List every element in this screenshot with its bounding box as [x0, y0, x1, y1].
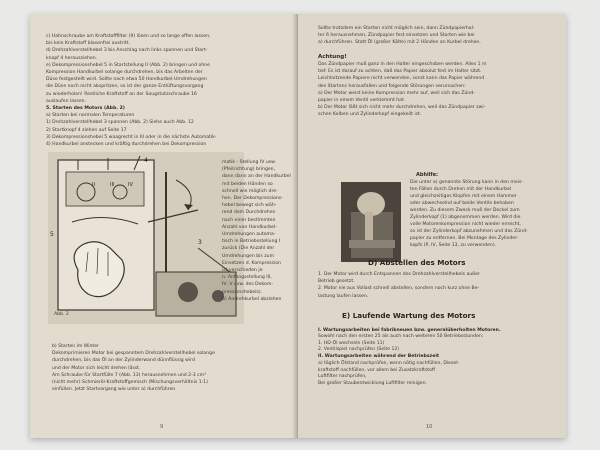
text-line: n. Anfangsstellung III, [222, 275, 272, 281]
text-line: papier zu entfernen. Bei Montage des Zylinder- [410, 236, 519, 241]
text-line: Dekomprimieren Motor bei gespanntem Drehzahlverstellhebel solange [52, 351, 215, 357]
text-line: 2. Ventilspiel nachprüfen (Seite 12) [318, 347, 400, 353]
text-line: Das Zündpapier muß ganz in den Halter eingeschoben werden. Alles 1 m [318, 62, 487, 67]
text-line: Die unter a) genannte Störung kann in den meis- [410, 180, 524, 185]
text-line: a) Der Motor weist keine Kompression mehr auf, weil sich das Zünd- [318, 90, 475, 96]
section-d-heading: D) Abstellen des Motors [368, 258, 466, 267]
text-line: dann dann an der Handkurbel [222, 174, 291, 180]
text-line: IV, V usw. des Dekom- [222, 282, 273, 288]
text-line: b) Starten im Winter [52, 344, 99, 349]
text-line: Umdrehungen automa- [222, 232, 276, 237]
text-line: einfüllen. Jetzt Startvorgang wie unter a) durchführen. [52, 387, 177, 393]
text-line: mit beiden Händen so [222, 181, 273, 187]
text-line: bis kein Kraftstoff blasenfrei austritt. [46, 41, 130, 47]
text-line: Einsetzen d. Kompression [222, 260, 281, 266]
text-line: oder abwechselnd auf beide Ventile behoben [410, 201, 514, 206]
text-line: tief. Es ist darauf zu achten, daß das Papier absolut fest im Halter sitzt. [318, 69, 482, 75]
svg-text:4: 4 [144, 157, 148, 164]
page-number-left: 9 [160, 424, 164, 430]
text-line: Anzahl von Handkurbel- [222, 224, 277, 230]
sub2-heading: II. Wartungsarbeiten während der Betriebszeit [318, 354, 440, 359]
text-line: hebel bewegt sich wäh- [222, 203, 277, 209]
text-line: Luftfilter nachprüfen, [318, 374, 367, 380]
text-line: kraftstoff nachfüllen, vor allem bei Zusatzkraftstoff [318, 367, 436, 373]
text-line: nach einer bestimmten [222, 217, 276, 223]
text-line: zurück (Die Anzahl der [222, 246, 275, 252]
text-line: des Startens herausfallen und folgende Störungen verursachen: [318, 83, 466, 89]
left-page [30, 14, 296, 438]
text-line: lastung laufen lassen. [318, 293, 369, 299]
hand-on-engine-photo [341, 182, 401, 262]
text-line: pressionshebels). [222, 289, 263, 295]
text-line: werden. Zu diesem Zweck muß der Deckel zum [410, 208, 520, 213]
text-line: (Pfeilrichtung) bringen, [222, 167, 276, 173]
text-line: auslaufen lassen. [46, 98, 87, 104]
svg-text:IV: IV [128, 182, 133, 188]
text-line: 5. Starten des Motors (Abb. 2) [46, 106, 125, 111]
page-number-right: 10 [426, 424, 433, 430]
text-line: 6) Andrehkurbel abziehen [222, 296, 282, 302]
text-line: so ist der Zylinderkopf abzunehmen und das Zünd- [410, 229, 528, 234]
right-page [298, 14, 566, 438]
text-line: volle Motorenkompression nicht wieder erreicht, [410, 222, 521, 227]
abhilfe-heading: Abhilfe: [416, 172, 439, 178]
text-line: a) durchführen. Statt Öl (großer Kälte) mit 2 Händen an Kurbel drehen. [318, 40, 481, 46]
text-line: Düse festgestellt wird. Sollte nach etwa 50 Handkurbel-Umdrehungen [46, 77, 207, 83]
text-line: ist verschieden je [222, 268, 263, 273]
text-line: matik - Stellung IV usw. [222, 160, 276, 165]
figure-engine-start [48, 152, 244, 324]
text-line: knopf 4 herausziehen. [46, 55, 98, 61]
achtung-heading: Achtung! [318, 54, 347, 60]
text-line: und gleichzeitiges Klopfen mit einem Hammer [410, 194, 517, 199]
text-line: Leichtsitzende Papiere nicht verwenden, sonst kann das Papier während [318, 76, 485, 82]
text-line: ter 6 herausnehmen, Zündpapier fest einsetzen und Starten wie bei [318, 33, 475, 39]
text-line: die Düse noch nicht abspritzen, so ist der ganze Entlüftungsvorgang [46, 84, 204, 90]
text-line: ten Fällen durch Drehen mit der Handkurbel [410, 187, 512, 192]
text-line: Kompression Handkurbel solange durchdrehen, bis das Arbeiten der [46, 70, 203, 75]
text-line: e) Dekompressionshebel 5 in Startstellung II (Abb. 2) bringen und ohne [46, 62, 210, 68]
text-line: (nicht mehr) Schmieröl-Kraftstoffgemisch (Mischungsverhältnis 1:1) [52, 380, 208, 385]
text-line: c) Hahnschraube am Kraftstofffilter (9) lösen und so lange offen lassen, [46, 34, 211, 39]
text-line: 1. HD-Öl wechseln (Seite 11) [318, 340, 385, 346]
text-line: Betrieb gesetzt. [318, 279, 355, 285]
text-line: d) Drehzahlverstellhebel 3 bis Anschlag nach links spannen und Start- [46, 48, 208, 54]
figure-photo-crank [341, 182, 401, 262]
figure-caption: Abb. 2 [54, 312, 69, 317]
text-line: 4) Handkurbel anstecken und kräftig durchdrehen bei Dekompression [46, 142, 207, 147]
text-line: b) Der Motor läßt sich nicht mehr durchdrehen, weil das Zündpapier zwi- [318, 105, 486, 111]
svg-text:III: III [110, 182, 115, 188]
text-line: Sollte trotzdem ein Starten nicht möglich sein, dann Zündpapierhal- [318, 26, 475, 31]
text-line: Zylinderkopf (1) abgenommen werden. Wird die [410, 215, 521, 220]
text-line: und der Motor sich leicht drehen lässt. [52, 365, 141, 371]
text-line: schnell wie möglich dre- [222, 188, 278, 194]
text-line: a) täglich Ölstand nachprüfen, wenn nötig nachfüllen, Diesel- [318, 361, 460, 366]
text-line: hen. Der Dekompressions- [222, 196, 283, 201]
text-line: kopfs (P, IV, Seite 13, zu verwenden). [410, 243, 497, 248]
text-line: 2) Startknopf 4 ziehen auf Seite 17 [46, 127, 127, 133]
text-line: Umdrehungen bis zum [222, 253, 275, 259]
text-line: Sowohl nach den ersten 25 als auch nach weiteren 50 Betriebsstunden: [318, 334, 484, 339]
text-line: Am Schraube für Startfülle 7 (Abb. 13) herausnehmen und 2-3 cm³ [52, 372, 206, 378]
text-line: papier in einem Ventil verklemmt hat. [318, 98, 406, 103]
svg-text:II: II [92, 182, 95, 188]
svg-text:3: 3 [198, 239, 202, 246]
text-line: 2. Motor nie aus Vollast schnell abstellen, sondern noch kurz ohne Be- [318, 286, 480, 292]
text-line: durchdrehen, bis das Öl an der Zylinderwand dünnflüssig wird [52, 358, 195, 364]
svg-text:5: 5 [50, 231, 54, 238]
booklet-spread [30, 14, 566, 438]
engine-crank-illustration [48, 152, 244, 324]
section-e-heading: E) Laufende Wartung des Motors [342, 311, 476, 320]
text-line: zu wiederholen! Restliche Kraftstoff an der Saugstutzschraube 16 [46, 91, 197, 97]
text-line: 3) Dekompressionshebel 5 waagrecht in III oder in die nächste Automatik- [46, 134, 217, 140]
text-line: tisch in Betriebsstellung I [222, 239, 281, 245]
text-line: Bei großer Staubentwicklung Luftfilter reinigen. [318, 380, 427, 386]
sub1-heading: I. Wartungsarbeiten bei fabrikneuen bzw. generalüberholten Motoren. [318, 328, 501, 333]
text-line: rend dem Durchdrehen [222, 210, 276, 216]
text-line: 1) Drehzahlverstellhebel 3 spannen (Abb. 2) Siehe auch Abb. 12 [46, 120, 194, 126]
text-line: 1. Der Motor wird durch Entspannen des Drehzahlverstellhebels außer [318, 272, 480, 277]
text-line: schen Kolben und Zylinderkopf eingekeilt ist. [318, 112, 422, 118]
text-line: a) Starten bei normalen Temperaturen [46, 113, 135, 119]
